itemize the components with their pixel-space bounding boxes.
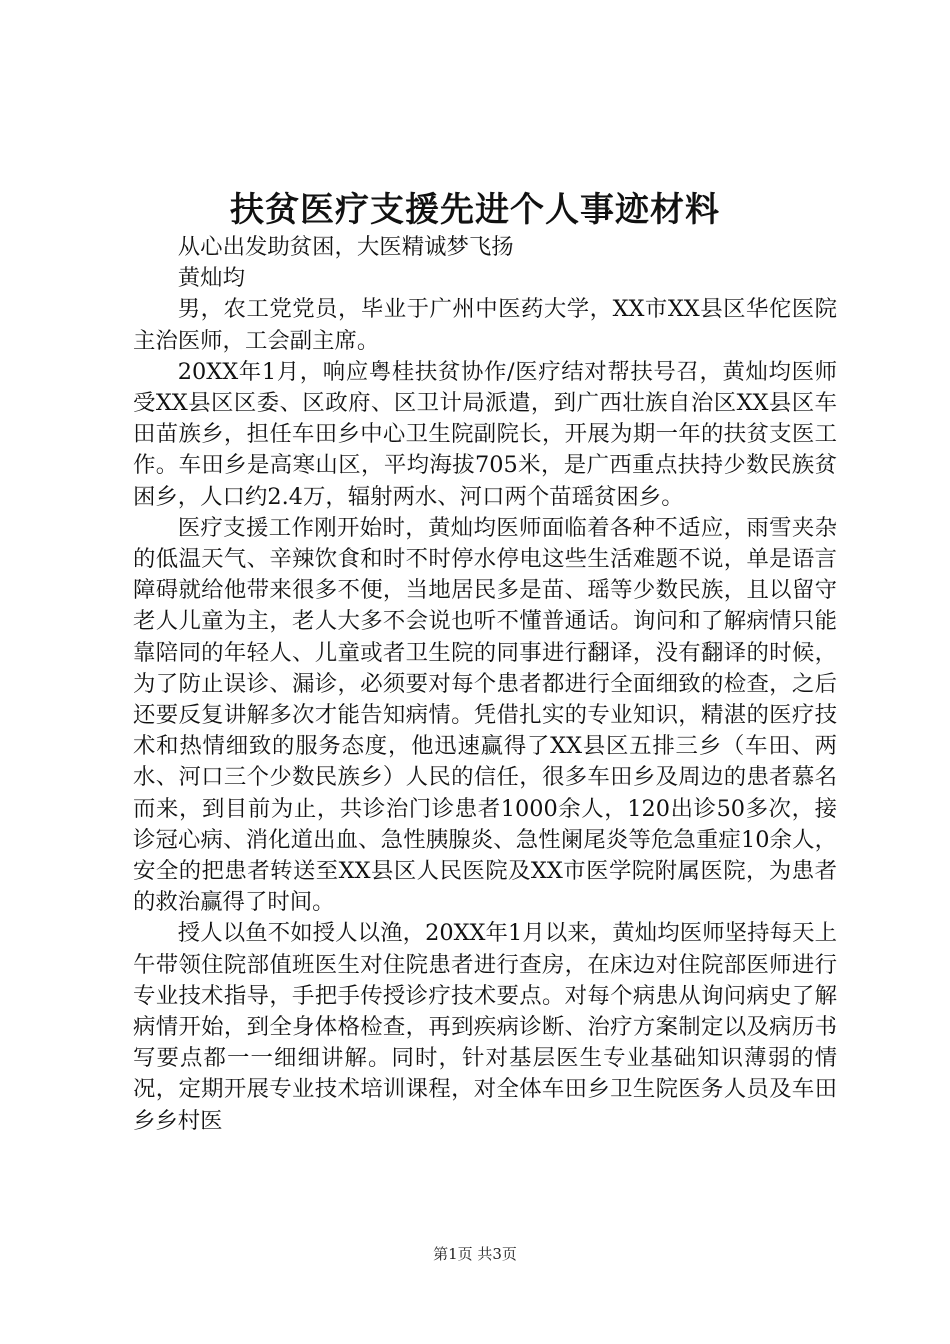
paragraph-background: 20XX年1月，响应粤桂扶贫协作/医疗结对帮扶号召，黄灿均医师受XX县区区委、区政府、区卫计局派遣，到广西壮族自治区XX县区车田苗族乡，担任车田乡中心卫生院副院长，开展为期一年的扶贫支医工作。车田乡是高寒山区，平均海拔705米，是广西重点扶持少数民族贫困乡，人口约2.4万，辐射两水、河口两个苗瑶贫困乡。 (133, 358, 837, 510)
paragraph-challenges: 医疗支援工作刚开始时，黄灿均医师面临着各种不适应，雨雪夹杂的低温天气、辛辣饮食和时不时停水停电这些生活难题不说，单是语言障碍就给他带来很多不便，当地居民多是苗、瑶等少数民族，且以留守老人儿童为主，老人大多不会说也听不懂普通话。询问和了解病情只能靠陪同的年轻人、儿童或者卫生院的同事进行翻译，没有翻译的时候，为了防止误诊、漏诊，必须要对每个患者都进行全面细致的检查，之后还要反复讲解多次才能告知病情。凭借扎实的专业知识，精湛的医疗技术和热情细致的服务态度，他迅速赢得了XX县区五排三乡（车田、两水、河口三个少数民族乡）人民的信任，很多车田乡及周边的患者慕名而来，到目前为止，共诊治门诊患者1000余人，120出诊50多次，接诊冠心病、消化道出血、急性胰腺炎、急性阑尾炎等危急重症10余人，安全的把患者转送至XX县区人民医院及XX市医学院附属医院，为患者的救治赢得了时间。 (133, 514, 837, 916)
document-title: 扶贫医疗支援先进个人事迹材料 (230, 190, 720, 230)
author-name: 黄灿均 (177, 265, 245, 292)
page-footer: 第1页 共3页 (433, 1245, 517, 1263)
document-body (133, 232, 837, 1137)
subtitle-line: 从心出发助贫困，大医精诚梦飞扬 (177, 234, 514, 260)
paragraph-intro: 男，农工党党员，毕业于广州中医药大学，XX市XX县区华佗医院主治医师，工会副主席。 (133, 296, 837, 354)
paragraph-training: 授人以鱼不如授人以渔，20XX年1月以来，黄灿均医师坚持每天上午带领住院部值班医生对住院患者进行查房，在床边对住院部医师进行专业技术指导，手把手传授诊疗技术要点。对每个病患从询问病史了解病情开始，到全身体格检查，再到疾病诊断、治疗方案制定以及病历书写要点都一一细细讲解。同时，针对基层医生专业基础知识薄弱的情况，定期开展专业技术培训课程，对全体车田乡卫生院医务人员及车田乡乡村医 (133, 920, 837, 1134)
